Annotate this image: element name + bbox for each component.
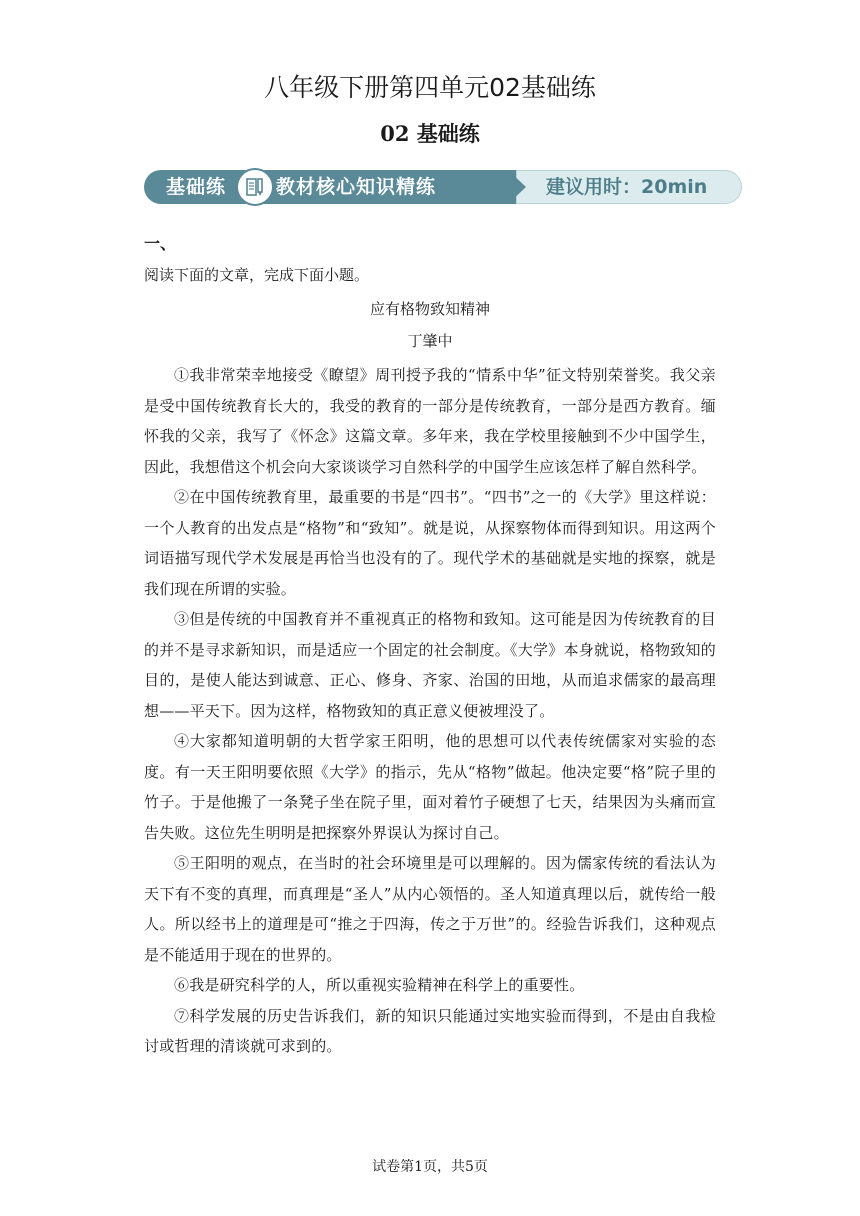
section-banner <box>144 168 744 206</box>
banner-label-basic: 基础练 <box>166 176 227 198</box>
book-pencil-icon <box>236 168 274 206</box>
article-title: 应有格物致知精神 <box>369 300 490 318</box>
paragraph-4: ④大家都知道明朝的大哲学家王阳明，他的思想可以代表传统儒家对实验的态度。有一天王阳明要依照《大学》的指示，先从“格物”做起。他决定要“格”院子里的竹子。于是他搬了一条凳子坐在院子里，面对着竹子硬想了七天，结果因为头痛而宣告失败。这位先生明明是把探察外界误认为探讨自己。 <box>144 732 716 842</box>
paragraph-1: ①我非常荣幸地接受《瞭望》周刊授予我的“情系中华”征文特别荣誉奖。我父亲是受中国传统教育长大的，我受的教育的一部分是传统教育，一部分是西方教育。缅怀我的父亲，我写了《怀念》这篇文章。多年来，我在学校里接触到不少中国学生，因此，我想借这个机会向大家谈谈学习自然科学的中国学生应该怎样了解自然科学。 <box>144 366 716 476</box>
question-number: 一、 <box>144 234 177 253</box>
paragraph-7: ⑦科学发展的历史告诉我们，新的知识只能通过实地实验而得到，不是由自我检讨或哲理的清谈就可求到的。 <box>144 1006 716 1055</box>
banner-arrow <box>508 170 526 204</box>
paragraph-5: ⑤王阳明的观点，在当时的社会环境里是可以理解的。因为儒家传统的看法认为天下有不变的真理，而真理是“圣人”从内心领悟的。圣人知道真理以后，就传给一般人。所以经书上的道理是可“推之于四海，传之于万世”的。经验告诉我们，这种观点是不能适用于现在的世界的。 <box>144 854 716 964</box>
banner-label-core: 教材核心知识精练 <box>276 176 437 198</box>
document-subtitle: 02 基础练 <box>380 121 480 146</box>
paragraph-3: ③但是传统的中国教育并不重视真正的格物和致知。这可能是因为传统教育的目的并不是寻求新知识，而是适应一个固定的社会制度。《大学》本身就说，格物致知的目的，是使人能达到诚意、正心、修身、齐家、治国的田地，从而追求儒家的最高理想——平天下。因为这样，格物致知的真正意义便被埋没了。 <box>144 610 716 720</box>
article-body <box>144 360 716 1062</box>
banner-label-time: 建议用时：20min <box>546 176 708 198</box>
paragraph-2: ②在中国传统教育里，最重要的书是“四书”。“四书”之一的《大学》里这样说：一个人教育的出发点是“格物”和“致知”。就是说，从探察物体而得到知识。用这两个词语描写现代学术发展是再恰当也没有的了。现代学术的基础就是实地的探察，就是我们现在所谓的实验。 <box>144 488 716 598</box>
page-footer: 试卷第1页，共5页 <box>372 1159 488 1175</box>
article-author: 丁肇中 <box>407 332 453 350</box>
question-instruction: 阅读下面的文章，完成下面小题。 <box>144 266 370 284</box>
document-title: 八年级下册第四单元02基础练 <box>264 73 596 102</box>
paragraph-6: ⑥我是研究科学的人，所以重视实验精神在科学上的重要性。 <box>174 976 585 994</box>
